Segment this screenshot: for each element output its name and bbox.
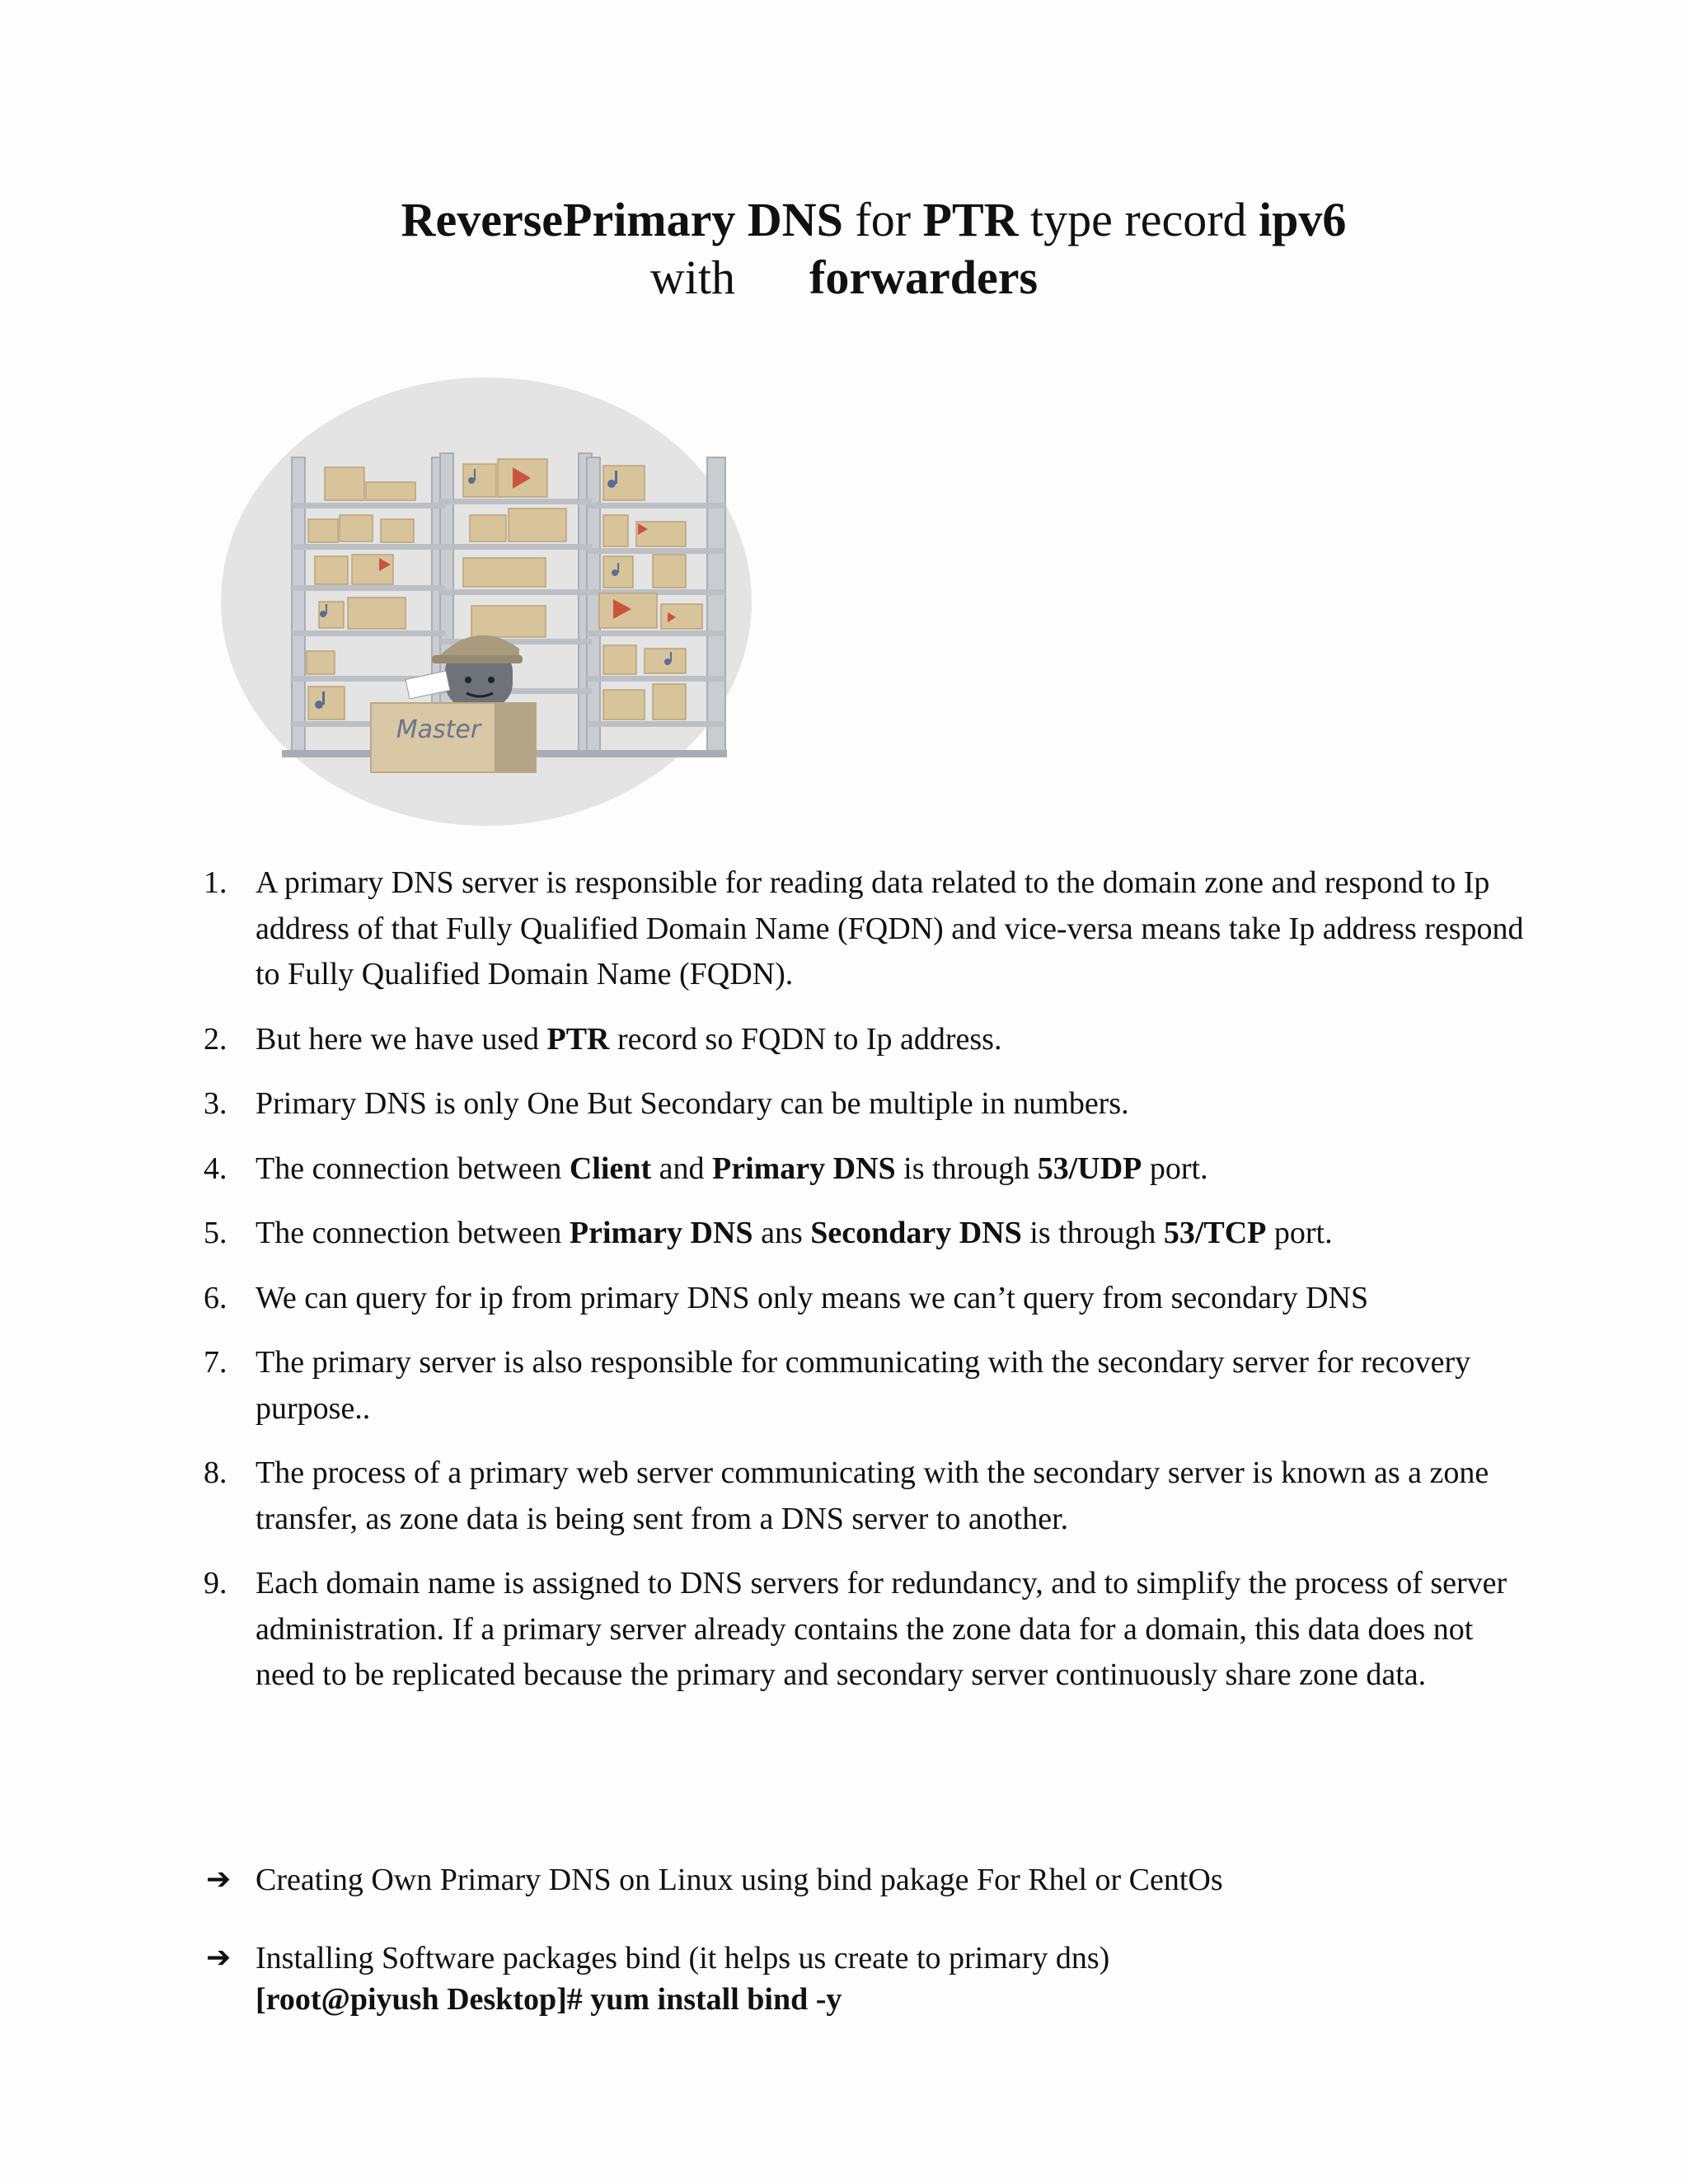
title-part: PTR — [922, 193, 1019, 246]
master-box-label: Master — [396, 715, 481, 744]
list-item: 1. A primary DNS server is responsible for reading data related to the domain zone and respond to Ip address of that Fully Qualified Domain Name (FQDN) and vice-versa means take Ip address respond to Fully Qualified Domain Name (FQDN). — [204, 865, 1524, 991]
list-item: 5. The connection between Primary DNS ans Secondary DNS is through 53/TCP port. — [204, 1216, 1333, 1250]
title-part: type record — [1018, 193, 1259, 246]
list-item: 3. Primary DNS is only One But Secondary can be multiple in numbers. — [204, 1086, 1129, 1121]
dns-warehouse-illustration — [216, 375, 760, 837]
title-part: ipv6 — [1259, 193, 1347, 246]
list-item: 7. The primary server is also responsible for communicating with the secondary server for recovery purpose.. — [204, 1345, 1471, 1426]
title-part: for — [842, 193, 923, 246]
steps-list — [196, 1859, 1531, 2057]
title-part: forwarders — [809, 251, 1039, 304]
title-part: with — [649, 251, 736, 304]
dns-facts-list — [196, 860, 1531, 1718]
step-item: ➔ Creating Own Primary DNS on Linux using bind pakage For Rhel or CentOs — [196, 1859, 1531, 1900]
list-item: 4. The connection between Client and Primary DNS is through 53/UDP port. — [204, 1151, 1208, 1186]
title-part: ReversePrimary DNS — [401, 193, 843, 246]
title-line-2 — [0, 249, 1688, 307]
document-title — [0, 191, 1688, 307]
shell-command: [root@piyush Desktop]# yum install bind -y — [256, 1982, 842, 2017]
list-item: 2. But here we have used PTR record so FQDN to Ip address. — [204, 1021, 1002, 1057]
list-item: 6. We can query for ip from primary DNS only means we can’t query from secondary DNS — [204, 1280, 1369, 1315]
arrow-right-icon: ➔ — [206, 1863, 232, 1896]
list-item: 9. Each domain name is assigned to DNS servers for redundancy, and to simplify the process of server administration. If a primary server already contains the zone data for a domain, this data does not need to be replicated because the primary and secondary server continuously share zone data. — [204, 1566, 1507, 1692]
title-line-1 — [30, 191, 1688, 249]
arrow-right-icon: ➔ — [206, 1941, 232, 1975]
list-item: 8. The process of a primary web server communicating with the secondary server is known as a zone transfer, as zone data is being sent from a DNS server to another. — [204, 1455, 1489, 1536]
step-item: ➔ Installing Software packages bind (it helps us create to primary dns) [root@piyush Desktop]# yum install bind -y — [196, 1938, 1531, 2020]
